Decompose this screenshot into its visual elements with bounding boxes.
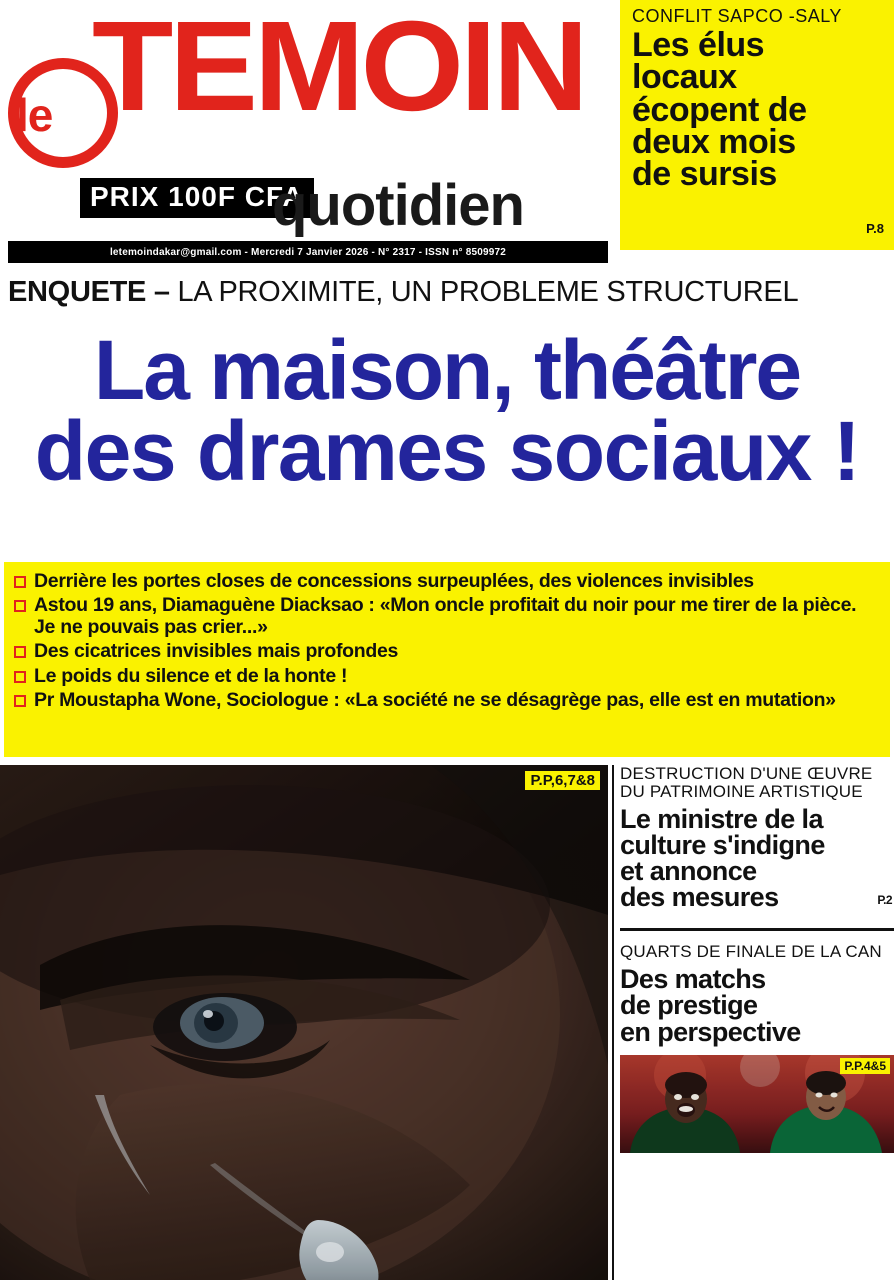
bullet-text: Pr Moustapha Wone, Sociologue : «La société ne se désagrège pas, elle est en mutation»: [34, 689, 836, 712]
teaser-headline-line-2: locaux: [632, 58, 737, 97]
sport-headline-line-3: en perspective: [620, 1016, 801, 1047]
issue-info-line: letemoindakar@gmail.com - Mercredi 7 Janvier 2026 - N° 2317 - ISSN n° 8509972: [8, 241, 608, 263]
enquete-label: ENQUETE –: [8, 276, 178, 308]
column-divider: [612, 765, 614, 1280]
main-headline-line-1: La maison, théâtre: [93, 323, 801, 417]
sport-headline: [620, 966, 894, 1045]
culture-headline-line-1: Le ministre de la: [620, 803, 823, 834]
culture-headline: [620, 803, 894, 913]
teaser-kicker: CONFLIT SAPCO -SALY: [632, 6, 842, 26]
culture-page-ref: P.2: [877, 892, 892, 907]
list-item[interactable]: [14, 666, 882, 687]
main-photo-page-ref: P.P,6,7&8: [525, 771, 600, 790]
sport-page-ref: P.P.4&5: [840, 1058, 890, 1074]
section-divider: [620, 928, 894, 931]
enquete-text: LA PROXIMITE, UN PROBLEME STRUCTUREL: [177, 276, 799, 308]
culture-story[interactable]: [620, 764, 894, 913]
top-right-teaser[interactable]: [620, 0, 894, 250]
culture-headline-line-2: culture s'indigne: [620, 829, 825, 860]
square-bullet-icon: [14, 695, 26, 707]
right-column: [620, 765, 894, 1280]
teaser-headline-line-1: Les élus: [632, 26, 765, 64]
list-item[interactable]: [14, 571, 882, 592]
bullet-list: [4, 562, 890, 757]
list-item[interactable]: [14, 641, 882, 662]
teaser-headline-line-5: de sursis: [632, 155, 777, 194]
bullet-text: Astou 19 ans, Diamaguène Diacksao : «Mon oncle profitait du noir pour me tirer de la pièce. Je ne pouvais pas crier...»: [34, 594, 857, 638]
main-photo-image: [0, 765, 608, 1280]
bullet-text: Le poids du silence et de la honte !: [34, 664, 348, 687]
logo-title: TEMOIN: [92, 0, 585, 138]
main-headline: [0, 323, 894, 499]
square-bullet-icon: [14, 600, 26, 612]
list-item[interactable]: [14, 595, 882, 638]
sport-kicker: QUARTS DE FINALE DE LA CAN: [620, 942, 882, 962]
main-headline-line-2: des drames sociaux !: [34, 404, 860, 499]
sport-headline-line-1: Des matchs: [620, 964, 766, 995]
culture-headline-line-3: et annonce: [620, 856, 757, 887]
culture-kicker-line-1: DESTRUCTION D'UNE ŒUVRE: [620, 764, 873, 783]
teaser-headline-line-3: écopent de: [632, 90, 807, 129]
sport-story[interactable]: [620, 943, 894, 1152]
sport-headline-line-2: de prestige: [620, 990, 758, 1021]
culture-headline-line-4: des mesures: [620, 882, 779, 913]
square-bullet-icon: [14, 646, 26, 658]
teaser-headline: [632, 26, 886, 194]
square-bullet-icon: [14, 671, 26, 683]
logo-subtitle: quotidien: [272, 173, 524, 238]
logo-le-text: le: [16, 89, 53, 141]
main-photo: [0, 765, 608, 1280]
enquete-band: [0, 276, 894, 309]
bullet-text: Des cicatrices invisibles mais profondes: [34, 640, 399, 663]
culture-kicker-line-2: DU PATRIMOINE ARTISTIQUE: [620, 781, 863, 801]
teaser-page-ref: P.8: [866, 221, 884, 236]
list-item[interactable]: [14, 690, 882, 711]
masthead: [0, 0, 615, 248]
culture-kicker: [620, 765, 894, 801]
square-bullet-icon: [14, 576, 26, 588]
bullet-text: Derrière les portes closes de concessions surpeuplées, des violences invisibles: [34, 570, 754, 592]
price-badge: PRIX 100F CFA: [80, 178, 314, 218]
teaser-headline-line-4: deux mois: [632, 122, 796, 161]
sport-photo: [620, 1055, 894, 1153]
